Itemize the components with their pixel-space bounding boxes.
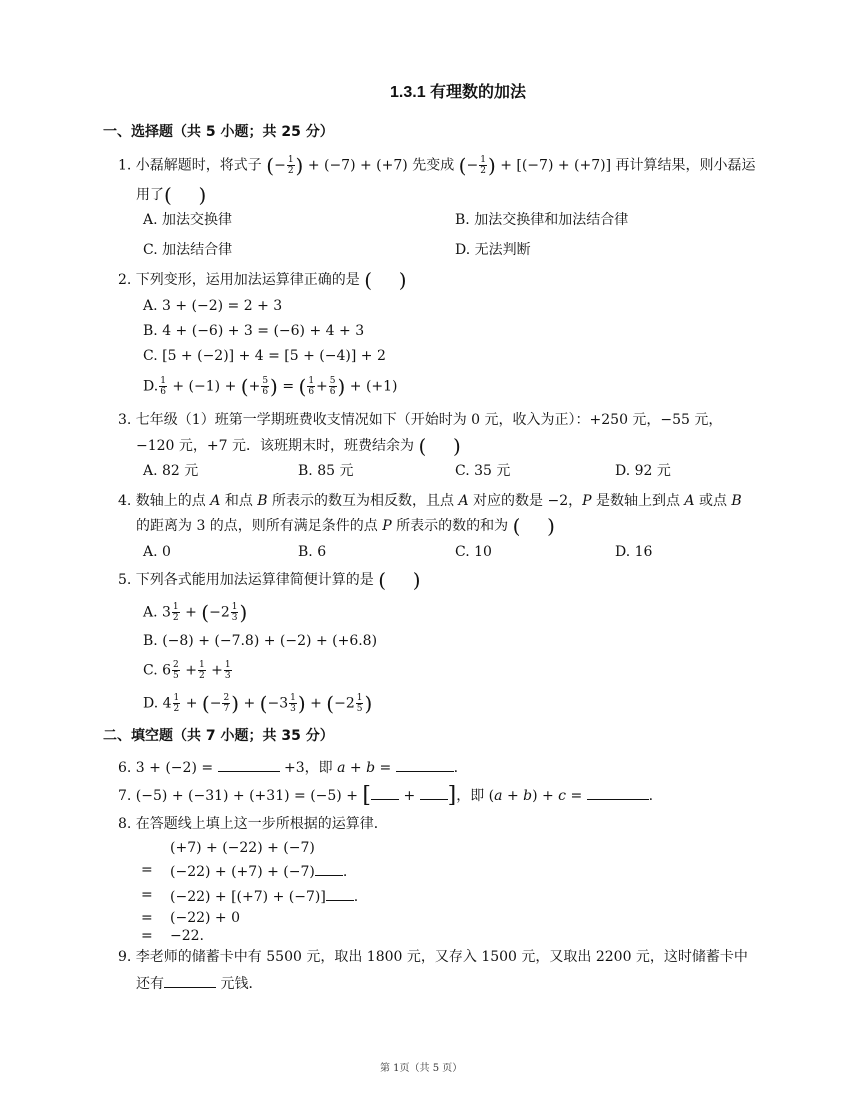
page-footer: 第 1页（共 5 页） [380,1063,463,1074]
question-9-line2: 还有 元钱． [136,973,262,993]
fraction: $\frac{1}{2}$ [287,155,294,176]
answer-blank[interactable] [371,785,399,800]
answer-blank[interactable] [587,785,649,800]
answer-blank[interactable] [326,886,354,901]
option-5D[interactable]: D. 4 $\frac{1}{2}$ + (− $\frac{2}{7}$ ) + (−3 $\frac{1}{3}$ ) + (−2 $\frac{1}{5}$ ) [143,691,373,716]
option-3B[interactable]: B. 85 元 [298,463,354,479]
option-4D[interactable]: D. 16 [615,544,653,560]
page-title: 1.3.1 有理数的加法 [390,84,527,101]
question-6: 6. 3 + (−2) = +3，即 𝑎 + 𝑏 = . [118,757,458,777]
answer-blank[interactable] [420,785,448,800]
question-9-line1: 9. 李老师的储蓄卡中有 5500 元，取出 1800 元，又存入 1500 元，又取出 2200 元，这时储蓄卡中 [118,949,748,965]
answer-blank[interactable] [218,757,280,772]
question-4-line1: 4. 数轴上的点 𝐴 和点 𝐵 所表示的数互为相反数，且点 𝐴 对应的数是 −2，𝑃 是数轴上到点 𝐴 或点 𝐵 [118,493,742,509]
option-1D[interactable]: D. 无法判断 [455,242,531,258]
option-5C[interactable]: C. 6 $\frac{2}{5}$ + $\frac{1}{2}$ + $\frac{1}{3}$ [143,660,231,681]
option-3C[interactable]: C. 35 元 [455,463,511,479]
q8-step2: (−22) + [(+7) + (−7)] . [170,886,358,906]
option-1C[interactable]: C. 加法结合律 [143,242,233,258]
option-2B[interactable]: B. 4 + (−6) + 3 = (−6) + 4 + 3 [143,323,365,339]
option-4B[interactable]: B. 6 [298,544,327,560]
question-7: 7. (−5) + (−31) + (+31) = (−5) + [ + ]，即 (𝑎 + 𝑏) + 𝑐 = . [118,783,654,808]
answer-blank[interactable] [164,973,216,988]
section-fill-heading: 二、填空题（共 7 小题；共 35 分） [103,728,334,744]
option-3D[interactable]: D. 92 元 [615,463,671,479]
q8-eq2: = [141,887,153,903]
q8-step3: (−22) + 0 [170,910,241,926]
option-4C[interactable]: C. 10 [455,544,492,560]
option-5A[interactable]: A. 3 $\frac{1}{2}$ + (−2 $\frac{1}{3}$ ) [143,600,248,625]
section-choice-heading: 一、选择题（共 5 小题；共 25 分） [103,124,334,140]
option-2D[interactable]: D. $\frac{1}{6}$ + (−1) + (+ $\frac{5}{6}$ ) = ( $\frac{1}{6}$ + $\frac{5}{6}$ ) + (+1) [143,374,398,399]
answer-blank[interactable] [315,861,343,876]
question-1-line1: 1. 小磊解题时，将式子 (− $\frac{1}{2}$ ) + (−7) + (+7) 先变成 (− $\frac{1}{2}$ ) + [(−7) + (+7)] 再计算结果，则小磊运 [118,153,756,178]
question-8-stem: 8. 在答题线上填上这一步所根据的运算律． [118,816,388,832]
q8-step0: (+7) + (−22) + (−7) [170,840,315,856]
q8-step4: −22. [170,928,204,944]
answer-blank[interactable] [396,757,454,772]
q8-eq1: = [141,862,153,878]
option-1B[interactable]: B. 加法交换律和加法结合律 [455,212,629,228]
option-3A[interactable]: A. 82 元 [143,463,199,479]
q8-eq4: = [141,928,153,944]
question-3-line2: −120 元，+7 元．该班期末时，班费结余为 ( ) [136,434,461,458]
option-4A[interactable]: A. 0 [143,544,171,560]
q8-eq3: = [141,910,153,926]
question-4-line2: 的距离为 3 的点，则所有满足条件的点 𝑃 所表示的数的和为 ( ) [136,514,555,538]
question-5-stem: 5. 下列各式能用加法运算律简便计算的是 ( ) [118,568,421,592]
q8-step1: (−22) + (+7) + (−7) . [170,861,347,881]
question-2-stem: 2. 下列变形，运用加法运算律正确的是 ( ) [118,268,407,292]
fraction: $\frac{1}{2}$ [480,155,486,176]
option-2A[interactable]: A. 3 + (−2) = 2 + 3 [143,298,283,314]
question-1-line2: 用了( ) [136,183,207,207]
question-3-line1: 3. 七年级（1）班第一学期班费收支情况如下（开始时为 0 元，收入为正）：+250 元，−55 元， [118,412,723,428]
option-5B[interactable]: B. (−8) + (−7.8) + (−2) + (+6.8) [143,633,378,649]
option-2C[interactable]: C. [5 + (−2)] + 4 = [5 + (−4)] + 2 [143,348,386,364]
option-1A[interactable]: A. 加法交换律 [143,212,233,228]
